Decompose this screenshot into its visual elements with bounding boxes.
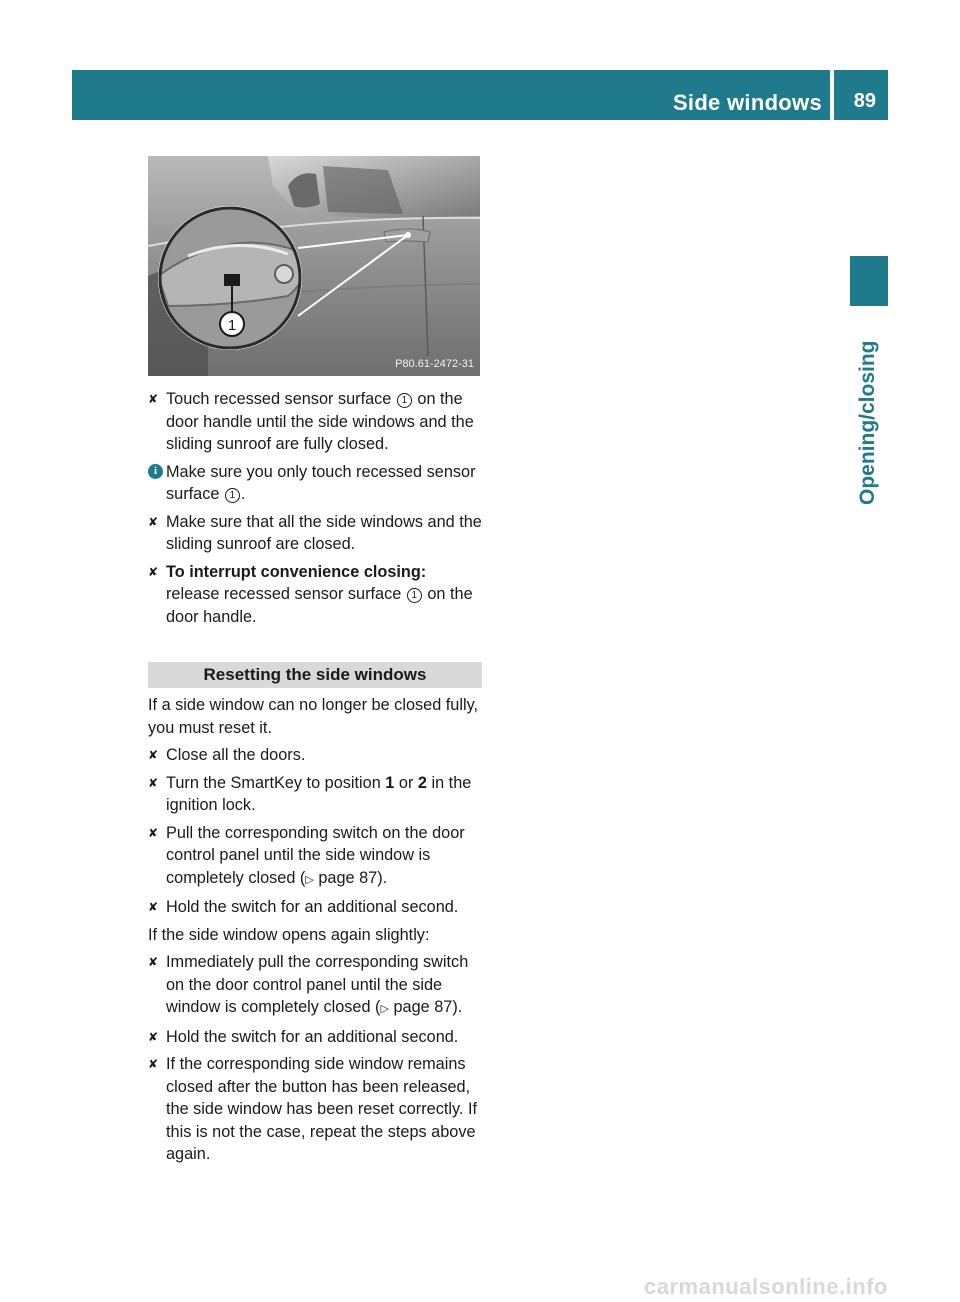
step-smartkey — [148, 772, 482, 817]
step-arrow-icon: ✘ — [148, 775, 159, 790]
step-text: Touch recessed sensor surface — [166, 390, 396, 408]
header-divider — [830, 70, 834, 120]
condition-text: If the side window opens again slightly: — [148, 925, 430, 944]
step-arrow-icon: ✘ — [148, 955, 159, 969]
door-handle-illustration — [148, 156, 480, 376]
callout-number: 1 — [227, 317, 237, 334]
step-text: on the door handle until the side windows and the sliding sunroof are fully closed. — [166, 390, 474, 453]
page-reference-icon: ▷ — [380, 1003, 389, 1015]
page-number: 89 — [853, 90, 876, 112]
page-reference-link[interactable]: page 87). — [313, 868, 388, 887]
chapter-label: Opening/closing — [856, 340, 879, 505]
position-2: 2 — [417, 773, 427, 792]
section-heading: Resetting the side windows — [148, 662, 482, 688]
step-text: Immediately pull the corresponding switch on the door control panel until the side window is completely closed ( — [166, 953, 469, 1016]
step-arrow-icon: ✘ — [148, 748, 159, 762]
step-text: in the ignition lock. — [166, 773, 472, 814]
step-arrow-icon: ✘ — [148, 1057, 159, 1071]
step-text: or — [394, 773, 418, 792]
step-hold-again — [148, 1026, 482, 1049]
callout-marker-icon: 1 — [225, 488, 240, 503]
step-arrow-icon: ✘ — [148, 825, 159, 840]
section-intro: If a side window can no longer be closed fully, you must reset it. — [148, 696, 479, 737]
step-arrow-icon: ✘ — [148, 1029, 159, 1044]
step-bold-text: To interrupt convenience closing: — [166, 562, 427, 581]
main-content — [148, 388, 482, 1171]
step-text: on the door handle. — [166, 585, 473, 626]
info-icon: i — [148, 464, 163, 479]
step-arrow-icon: ✘ — [148, 392, 159, 406]
step-text: release recessed sensor surface — [166, 585, 406, 603]
step-touch-sensor — [148, 388, 482, 456]
step-text: Pull the corresponding switch on the door control panel until the side window is completely closed ( — [166, 823, 465, 887]
info-note — [148, 461, 482, 506]
step-interrupt — [148, 561, 482, 629]
step-pull-again — [148, 951, 482, 1021]
callout-marker-icon: 1 — [397, 393, 412, 408]
step-hold-switch — [148, 896, 482, 919]
step-arrow-icon: ✘ — [148, 900, 159, 914]
step-text: Hold the switch for an additional second. — [166, 1027, 459, 1046]
note-text: Make sure you only touch recessed sensor surface — [166, 462, 476, 503]
section-title: Side windows — [672, 90, 822, 115]
note-text: . — [240, 485, 246, 503]
step-arrow-icon: ✘ — [148, 514, 159, 529]
chapter-tab — [850, 256, 888, 306]
watermark: carmanualsonline.info — [644, 1274, 888, 1299]
step-pull-switch — [148, 822, 482, 892]
step-text: Turn the SmartKey to position — [166, 773, 386, 792]
step-verify — [148, 1053, 482, 1166]
step-text: Hold the switch for an additional second. — [166, 898, 459, 916]
page-header — [72, 70, 888, 120]
step-close-doors — [148, 744, 482, 767]
callout-marker-icon: 1 — [407, 588, 422, 603]
step-text: If the corresponding side window remains closed after the button has been released, the side window has been reset correctly. If this is not the case, repeat the steps above again. — [166, 1055, 478, 1163]
car-door-drawing — [148, 156, 480, 376]
figure-code: P80.61-2472-31 — [395, 358, 474, 370]
page-reference-icon: ▷ — [305, 873, 314, 886]
step-text: Make sure that all the side windows and the sliding sunroof are closed. — [166, 512, 482, 553]
position-1: 1 — [385, 773, 395, 792]
page-reference-link[interactable]: page 87). — [388, 998, 463, 1016]
step-check-closed — [148, 511, 482, 556]
step-arrow-icon: ✘ — [148, 564, 159, 579]
step-text: Close all the doors. — [166, 746, 306, 764]
